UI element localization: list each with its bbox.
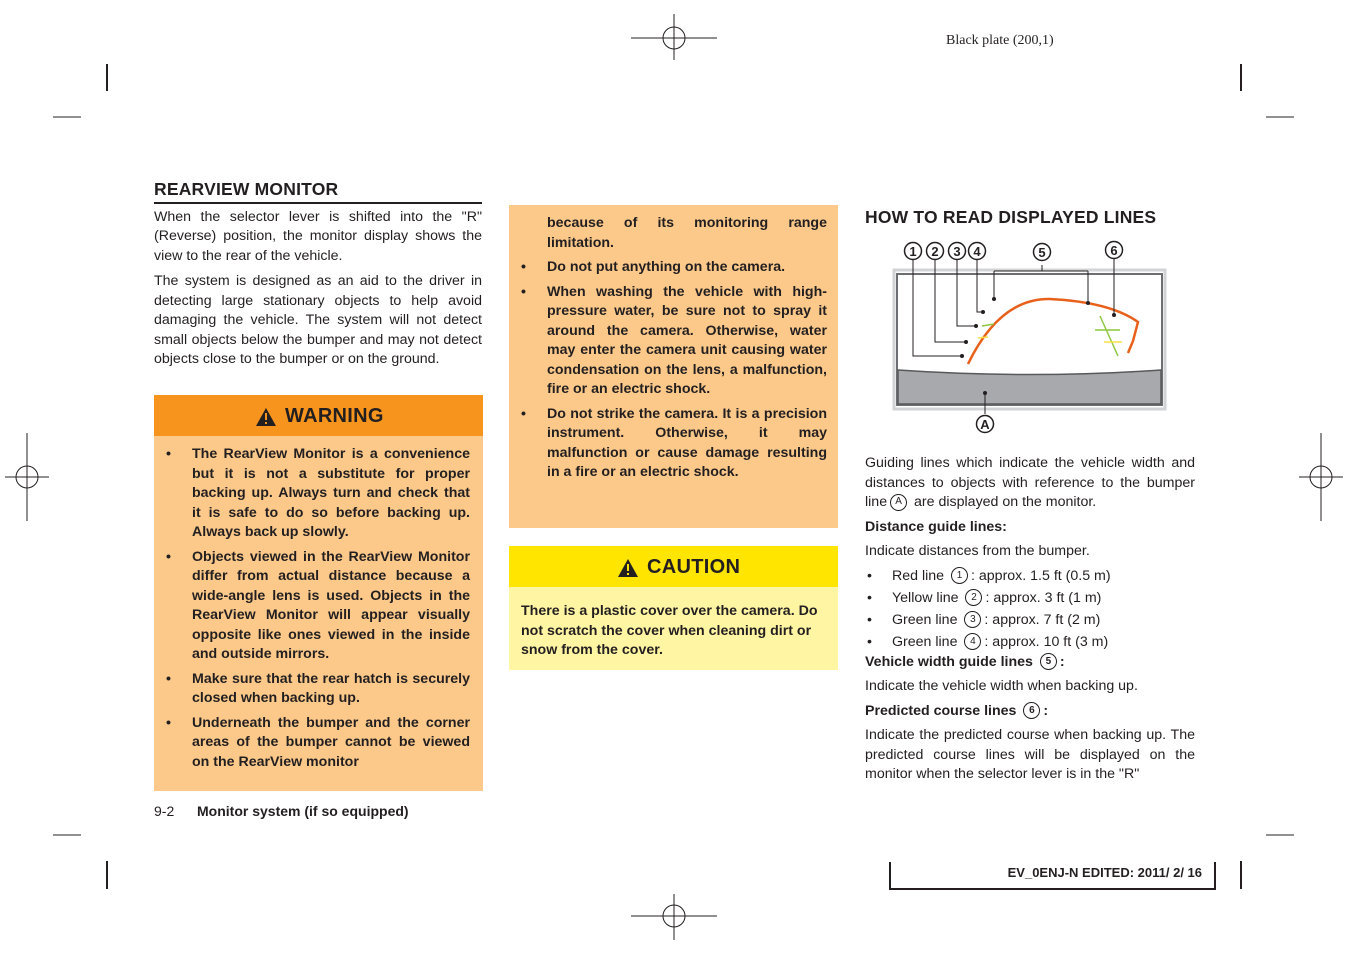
list-item: • Objects viewed in the RearView Monitor differ from actual distance because a wide-angle lens is used. Objects in the RearView Monitor will appear visually opposite like ones viewed in the inside and outside mirrors. <box>166 548 470 662</box>
warning-list <box>154 445 470 777</box>
list-item: • Underneath the bumper and the corner areas of the bumper cannot be viewed on the RearView monitor <box>166 714 470 770</box>
caution-body <box>509 587 838 670</box>
warning-triangle-icon <box>617 558 639 578</box>
course-heading: Predicted course lines 6 : <box>865 702 1049 719</box>
distance-heading: Distance guide lines: <box>865 518 1007 535</box>
warning-continued-body <box>509 205 838 528</box>
list-item: • Green line 3 : approx. 7 ft (2 m) <box>867 611 1101 628</box>
list-item: • Green line 4 : approx. 10 ft (3 m) <box>867 633 1109 650</box>
warning-continued-list <box>509 214 827 488</box>
warning-header <box>154 395 483 436</box>
section-heading: HOW TO READ DISPLAYED LINES <box>865 207 1157 227</box>
warning-title-text: WARNING <box>285 405 384 427</box>
list-item: • Do not put anything on the camera. <box>521 259 786 275</box>
section-footer: Monitor system (if so equipped) <box>197 803 409 819</box>
callout-3: 3 <box>953 244 961 259</box>
width-heading: Vehicle width guide lines 5 : <box>865 653 1065 670</box>
caution-title-text: CAUTION <box>647 556 741 578</box>
section-heading: REARVIEW MONITOR <box>154 179 339 199</box>
distance-list <box>865 565 1195 653</box>
left-column <box>154 180 482 376</box>
bumper-line-ref: A <box>890 494 907 511</box>
callout-a: A <box>980 417 990 432</box>
bumper-area <box>898 370 1161 404</box>
right-text <box>865 454 1195 791</box>
callout-1: 1 <box>909 244 917 259</box>
edit-stamp-text: EV_0ENJ-N EDITED: 2011/ 2/ 16 <box>1007 865 1202 880</box>
system-paragraph: The system is designed as an aid to the driver in detecting large stationary objects to help avoid damaging the vehicle. The system will not detect small objects below the bumper and may not detect objects close to the bumper or on the ground. <box>154 273 482 367</box>
page-number: 9-2 <box>154 803 175 819</box>
callout-4: 4 <box>973 244 981 259</box>
callout-5: 5 <box>1038 245 1046 260</box>
list-item: • Make sure that the rear hatch is securely closed when backing up. <box>166 670 470 706</box>
plate-label: Black plate (200,1) <box>946 33 1054 48</box>
heading-rule <box>154 202 482 204</box>
callout-6: 6 <box>1110 243 1118 258</box>
course-desc: Indicate the predicted course when backing up. The predicted course lines will be displayed on the monitor when the selector lever is in the "R" <box>865 727 1195 782</box>
distance-desc: Indicate distances from the bumper. <box>865 543 1090 559</box>
callout-2: 2 <box>931 244 939 259</box>
warning-body <box>154 436 483 791</box>
list-item: • The RearView Monitor is a convenience but it is not a substitute for proper backing up. Always turn and check that it is safe to do so before backing up. Always back up slowly. <box>166 446 470 540</box>
list-item: because of its monitoring range limitation. <box>547 215 827 251</box>
caution-header <box>509 546 838 587</box>
intro-paragraph: When the selector lever is shifted into the "R" (Reverse) position, the monitor display shows the view to the rear of the vehicle. <box>154 208 482 264</box>
right-column <box>865 208 1195 228</box>
list-item: • When washing the vehicle with high-pressure water, be sure not to spray it around the camera. Otherwise, water may enter the camera unit causing water condensation on the lens, a malfunction, fire or an electric shock. <box>521 283 827 397</box>
list-item: • Yellow line 2 : approx. 3 ft (1 m) <box>867 589 1102 606</box>
list-item: • Do not strike the camera. It is a precision instrument. Otherwise, it may malfunction or cause damage resulting in a fire or an electric shock. <box>521 405 827 480</box>
caution-title <box>617 556 740 579</box>
monitor-display-figure <box>890 236 1180 438</box>
guide-intro-paragraph: Guiding lines which indicate the vehicle width and distances to objects with reference to the bumper line A are displayed on the monitor. <box>865 455 1195 510</box>
list-item: • Red line 1 : approx. 1.5 ft (0.5 m) <box>867 567 1111 584</box>
warning-triangle-icon <box>255 407 277 427</box>
warning-title <box>255 405 384 428</box>
caution-text: There is a plastic cover over the camera. Do not scratch the cover when cleaning dirt or snow from the cover. <box>521 603 818 658</box>
width-desc: Indicate the vehicle width when backing up. <box>865 678 1138 694</box>
edit-stamp <box>889 862 1216 890</box>
